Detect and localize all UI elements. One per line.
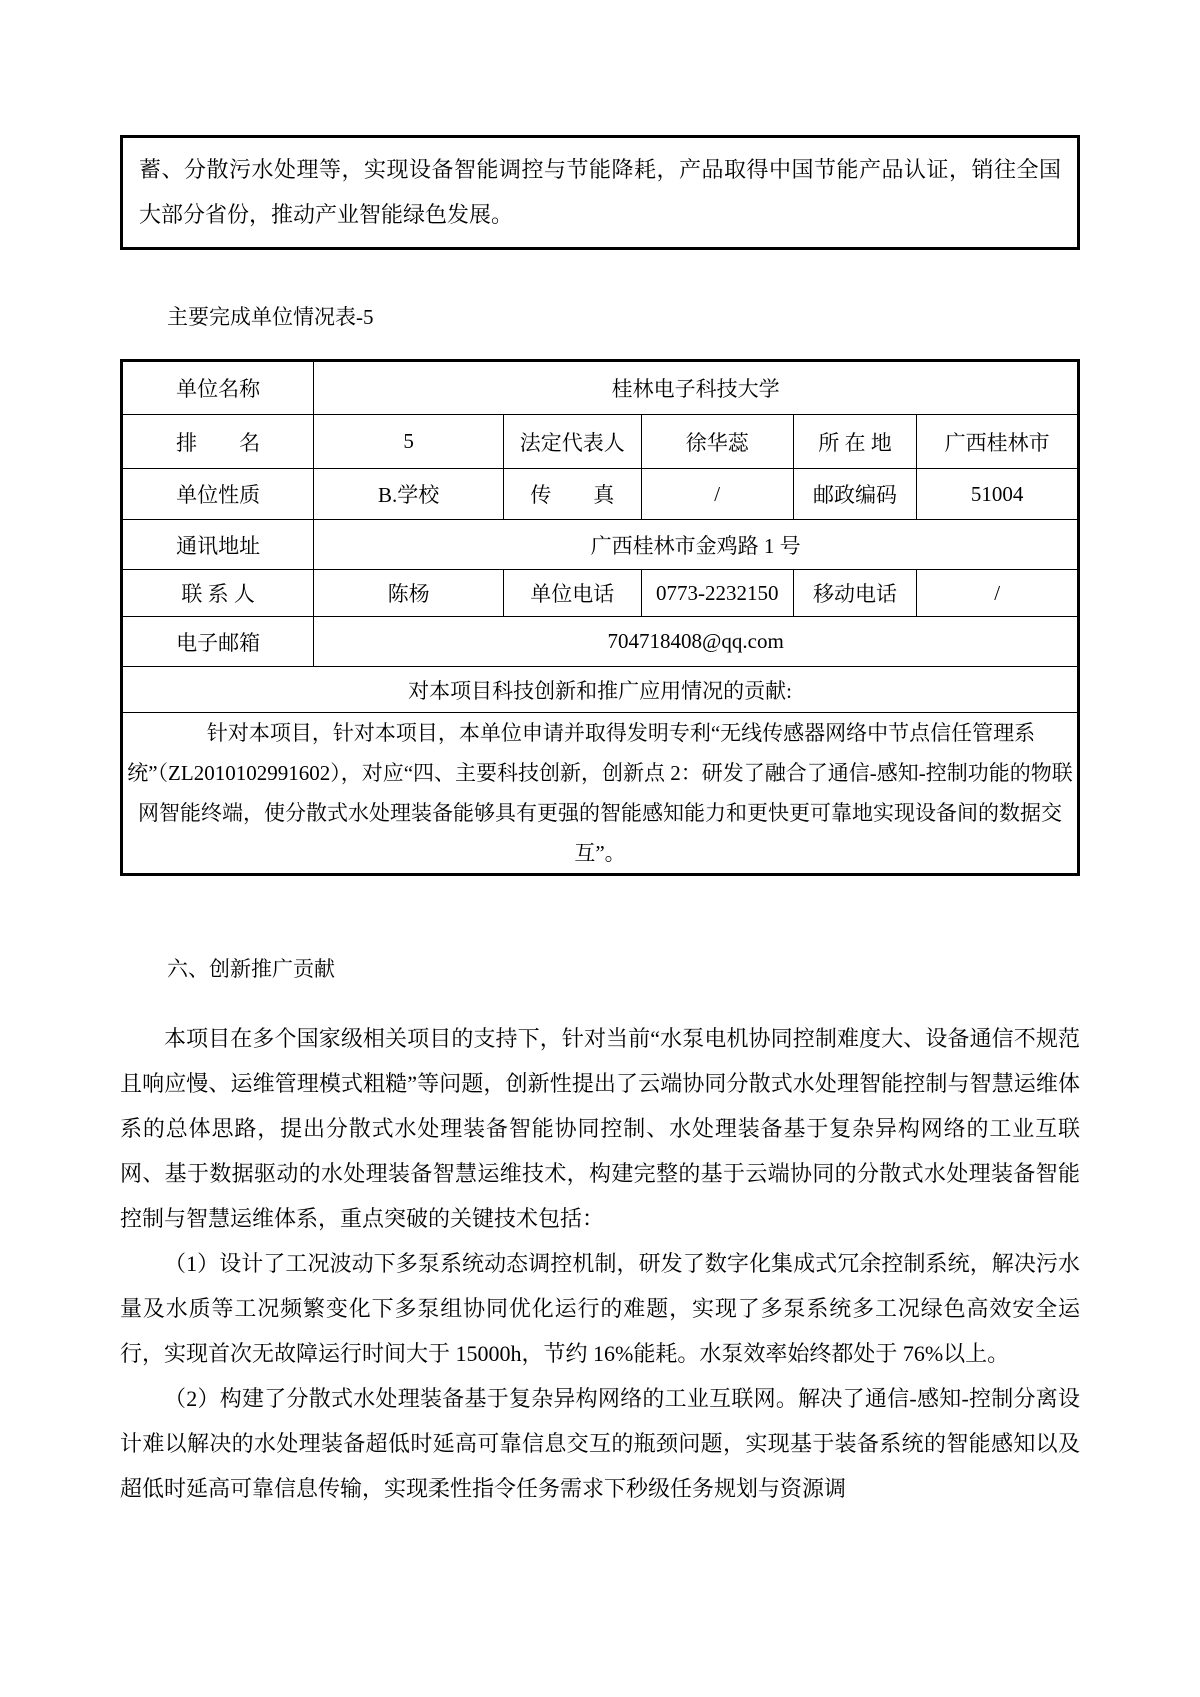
mobile-phone-label: 移动电话: [793, 570, 916, 617]
table-row: [122, 361, 1079, 415]
legal-representative-label: 法定代表人: [503, 415, 641, 469]
unit-info-table: [120, 359, 1080, 876]
continuation-text: 蓄、分散污水处理等，实现设备智能调控与节能降耗，产品取得中国节能产品认证，销往全国大部分省份，推动产业智能绿色发展。: [139, 157, 1061, 227]
table-row: [122, 520, 1079, 570]
contribution-section-label: 对本项目科技创新和推广应用情况的贡献:: [122, 667, 1079, 713]
contribution-text: 针对本项目，针对本项目，本单位申请并取得发明专利“无线传感器网络中节点信任管理系统”（ZL2010102991602），对应“四、主要科技创新，创新点 2：研发了融合了通信-感知-控制功能的物联网智能终端，使分散式水处理装备能够具有更强的智能感知能力和更快更可靠地实现设备间的数据交互”。: [122, 713, 1079, 875]
unit-name-label: 单位名称: [122, 361, 314, 415]
table-row: [122, 617, 1079, 667]
section-six-paragraph-3: （2）构建了分散式水处理装备基于复杂异构网络的工业互联网。解决了通信-感知-控制分离设计难以解决的水处理装备超低时延高可靠信息交互的瓶颈问题，实现基于装备系统的智能感知以及超低时延高可靠信息传输，实现柔性指令任务需求下秒级任务规划与资源调: [120, 1386, 1080, 1501]
table-row: [122, 415, 1079, 469]
section-six-paragraph-2: （1）设计了工况波动下多泵系统动态调控机制，研发了数字化集成式冗余控制系统，解决污水量及水质等工况频繁变化下多泵组协同优化运行的难题，实现了多泵系统多工况绿色高效安全运行，实现首次无故障运行时间大于 15000h，节约 16%能耗。水泵效率始终都处于 76%以上。: [120, 1251, 1080, 1366]
rank-label: 排 名: [122, 415, 314, 469]
section-six-paragraph-1: 本项目在多个国家级相关项目的支持下，针对当前“水泵电机协同控制难度大、设备通信不规范且响应慢、运维管理模式粗糙”等问题，创新性提出了云端协同分散式水处理智能控制与智慧运维体系的总体思路，提出分散式水处理装备智能协同控制、水处理装备基于复杂异构网络的工业互联网、基于数据驱动的水处理装备智慧运维技术，构建完整的基于云端协同的分散式水处理装备智能控制与智慧运维体系，重点突破的关键技术包括：: [120, 1026, 1080, 1231]
fax-value: /: [641, 469, 793, 520]
email-label: 电子邮箱: [122, 617, 314, 667]
unit-name-value: 桂林电子科技大学: [314, 361, 1079, 415]
address-value: 广西桂林市金鸡路 1 号: [314, 520, 1079, 570]
address-label: 通讯地址: [122, 520, 314, 570]
location-label: 所 在 地: [793, 415, 916, 469]
table-title: 主要完成单位情况表-5: [167, 305, 374, 329]
unit-phone-label: 单位电话: [503, 570, 641, 617]
contact-person-value: 陈杨: [314, 570, 503, 617]
location-value: 广西桂林市: [917, 415, 1079, 469]
email-value: 704718408@qq.com: [314, 617, 1079, 667]
unit-type-label: 单位性质: [122, 469, 314, 520]
document-content: [120, 0, 1080, 1511]
rank-value: 5: [314, 415, 503, 469]
unit-phone-value: 0773-2232150: [641, 570, 793, 617]
table-row: [122, 667, 1079, 713]
postcode-label: 邮政编码: [793, 469, 916, 520]
contact-person-label: 联 系 人: [122, 570, 314, 617]
section-six-heading: 六、创新推广贡献: [167, 957, 335, 981]
table-row: [122, 469, 1079, 520]
postcode-value: 51004: [917, 469, 1079, 520]
fax-label: 传 真: [503, 469, 641, 520]
continuation-text-box: [120, 135, 1080, 250]
table-row: [122, 570, 1079, 617]
unit-type-value: B.学校: [314, 469, 503, 520]
legal-representative-value: 徐华蕊: [641, 415, 793, 469]
table-row: [122, 713, 1079, 875]
mobile-phone-value: /: [917, 570, 1079, 617]
